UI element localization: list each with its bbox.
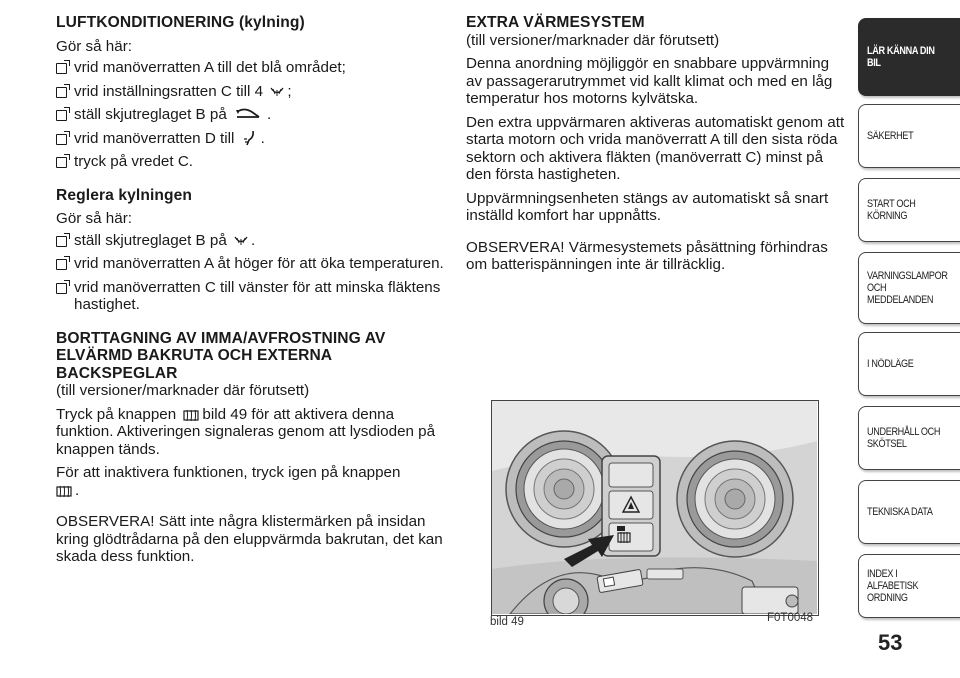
figure-label: bild 49 [490, 616, 524, 628]
tab-maintenance[interactable]: UNDERHÅLL OCH SKÖTSEL [858, 406, 960, 470]
recirculation-icon [234, 108, 264, 122]
intro-text: Gör så här: [56, 210, 132, 227]
tab-safety[interactable]: SÄKERHET [858, 104, 960, 168]
paragraph: Tryck på knappen bild 49 för att aktivera denna funktion. Aktiveringen signaleras genom att lysdioden på knappen tänds. [56, 405, 436, 458]
heading-regulate-cooling: Reglera kylningen [56, 186, 193, 204]
heading-extra-heating: EXTRA VÄRMESYSTEM [466, 14, 645, 31]
checkbox-icon [56, 63, 67, 74]
checkbox-icon [56, 283, 67, 294]
chapter-sidebar [858, 14, 960, 616]
list-item: vrid manöverratten A till det blå området; [56, 59, 446, 77]
list-item: tryck på vredet C. [56, 153, 446, 171]
fan-speed-icon [234, 234, 248, 248]
tab-warning-lights[interactable]: VARNINGSLAMPOR OCH MEDDELANDEN [858, 252, 960, 324]
page-number: 53 [878, 630, 903, 655]
figure-code: F0T0048 [767, 612, 814, 624]
note: OBSERVERA! Värmesystemets påsättning förhindras om batterispänningen inte är tillräcklig. [466, 238, 828, 273]
paragraph: Den extra uppvärmaren aktiveras automatiskt genom att starta motorn och vrida manöverratt A till den sista röda sektorn och aktivera fläkten (manöverratt C) minst på den första hastigheten. [466, 113, 845, 183]
subnote: (till versioner/marknader där förutsett) [466, 31, 720, 49]
left-column [56, 14, 446, 566]
rear-defrost-icon [56, 484, 72, 498]
note: OBSERVERA! Sätt inte några klistermärken på insidan kring glödtrådarna på den eluppvärmda bakrutan, det kan skada dess funktion. [56, 513, 443, 565]
steps-list [56, 232, 446, 314]
tab-technical-data[interactable]: TEKNISKA DATA [858, 480, 960, 544]
checkbox-icon [56, 236, 67, 247]
right-air-vent [677, 441, 793, 557]
list-item: ställ skjutreglaget B på . [56, 232, 446, 250]
rear-defrost-button [609, 523, 653, 551]
fan-speed-icon [270, 85, 284, 99]
heading-defrost: BORTTAGNING AV IMMA/AVFROSTNING AV ELVÄRMD BAKRUTA OCH EXTERNA BACKSPEGLAR [56, 329, 386, 382]
checkbox-icon [56, 157, 67, 168]
hazard-button [609, 491, 653, 519]
steps-list [56, 59, 446, 171]
right-column [466, 14, 846, 274]
rear-defrost-icon [183, 408, 199, 422]
intro-text: Gör så här: [56, 37, 132, 55]
air-distribution-icon [242, 130, 258, 146]
paragraph: För att inaktivera funktionen, tryck igen på knappen . [56, 464, 401, 499]
list-item: ställ skjutreglaget B på . [56, 106, 446, 124]
paragraph: Uppvärmningsenheten stängs av automatiskt så snart inställd komfort har uppnåtts. [466, 189, 829, 224]
list-item: vrid inställningsratten C till 4 ; [56, 83, 446, 101]
list-item: vrid manöverratten D till . [56, 130, 446, 148]
checkbox-icon [56, 87, 67, 98]
checkbox-icon [56, 134, 67, 145]
heading-air-conditioning: LUFTKONDITIONERING (kylning) [56, 14, 305, 31]
tab-starting-driving[interactable]: START OCH KÖRNING [858, 178, 960, 242]
dashboard-illustration [492, 401, 817, 614]
figure-dashboard-illustration [491, 400, 819, 616]
tab-emergency[interactable]: I NÖDLÄGE [858, 332, 960, 396]
tab-index[interactable]: INDEX I ALFABETISK ORDNING [858, 554, 960, 618]
paragraph: Denna anordning möjliggör en snabbare uppvärmning av passagerarutrymmet vid kallt klimat och med en låg temperatur hos motorns kylvätska. [466, 55, 833, 107]
checkbox-icon [56, 259, 67, 270]
tab-get-to-know-your-car[interactable]: LÄR KÄNNA DIN BIL [858, 18, 960, 96]
list-item: vrid manöverratten C till vänster för att minska fläktens hastighet. [56, 279, 446, 314]
checkbox-icon [56, 110, 67, 121]
list-item: vrid manöverratten A åt höger för att öka temperaturen. [56, 255, 446, 273]
subnote: (till versioner/marknader där förutsett) [56, 382, 310, 399]
